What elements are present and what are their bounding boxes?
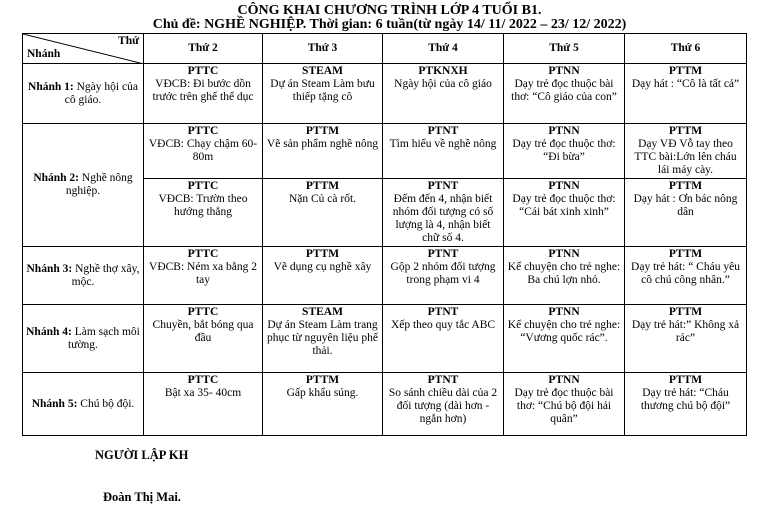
subject-label: PTNN <box>548 306 580 318</box>
subject-label: PTNN <box>548 125 580 137</box>
activity-cell <box>625 179 747 247</box>
activity-cell <box>263 305 383 373</box>
activity-cell <box>625 64 747 124</box>
activity-text: Dự án Steam Làm bưu thiếp tặng cô <box>270 78 375 103</box>
activity-text: Dạy trẻ đọc thuộc bài thơ: “Chú bộ đội hải quân” <box>514 387 614 425</box>
table-row <box>23 305 747 373</box>
subject-label: PTNT <box>427 374 459 386</box>
activity-cell <box>504 247 625 305</box>
subject-label: PTTM <box>668 374 703 386</box>
activity-text: Kể chuyện cho trẻ nghe: “Vương quốc rác”. <box>507 319 621 344</box>
activity-cell <box>383 305 504 373</box>
activity-cell <box>504 64 625 124</box>
subject-label: PTNN <box>548 65 580 77</box>
activity-text: Tìm hiểu về nghề nông <box>389 138 497 150</box>
corner-header <box>23 34 144 64</box>
branch-name: Ngày hội của cô giáo. <box>64 80 138 106</box>
activity-text: Đếm đến 4, nhận biết nhóm đối tượng có số lượng là 4, nhận biết chữ số 4. <box>392 193 494 244</box>
activity-cell <box>625 124 747 179</box>
subject-label: PTNT <box>427 248 459 260</box>
subject-label: PTTM <box>305 125 340 137</box>
activity-text: So sánh chiều dài của 2 đối tượng (dài hơn - ngắn hơn) <box>388 387 498 425</box>
activity-cell <box>144 64 263 124</box>
activity-text: Gộp 2 nhóm đối tượng trong phạm vi 4 <box>390 261 496 286</box>
subject-label: PTTM <box>305 180 340 192</box>
activity-cell <box>263 64 383 124</box>
activity-text: Gấp khẩu súng. <box>286 387 359 399</box>
activity-cell <box>144 179 263 247</box>
subject-label: PTTC <box>187 374 219 386</box>
branch-label: Nhánh 4: <box>26 325 72 338</box>
activity-cell <box>263 373 383 436</box>
day-header: Thứ 3 <box>263 34 383 64</box>
activity-cell <box>383 373 504 436</box>
branch-label: Nhánh 1: <box>28 80 74 93</box>
activity-cell <box>383 179 504 247</box>
subject-label: PTTC <box>187 125 219 137</box>
activity-text: Ngày hội của cô giáo <box>394 78 492 90</box>
activity-text: Dạy trẻ đọc thuộc bài thơ: “Cô giáo của con” <box>511 78 617 103</box>
activity-text: Dạy trẻ hát: “Cháu thương chú bộ đội” <box>640 387 731 412</box>
activity-cell <box>144 124 263 179</box>
corner-day-label: Thứ <box>118 35 139 47</box>
activity-text: Vẽ dụng cụ nghề xây <box>273 261 372 273</box>
activity-cell <box>263 247 383 305</box>
activity-text: Dạy trẻ đọc thuộc thơ: “Đi bừa” <box>512 138 616 163</box>
author-role: NGƯỜI LẬP KH <box>95 448 189 462</box>
document-title: CÔNG KHAI CHƯƠNG TRÌNH LỚP 4 TUỔI B1. <box>237 3 542 18</box>
day-header: Thứ 6 <box>625 34 747 64</box>
document-subtitle: Chủ đề: NGHỀ NGHIỆP. Thời gian: 6 tuần(từ ngày 14/ 11/ 2022 – 23/ 12/ 2022) <box>152 17 627 32</box>
subject-label: PTTC <box>187 248 219 260</box>
subject-label: PTTM <box>305 248 340 260</box>
activity-cell <box>383 247 504 305</box>
activity-cell <box>504 179 625 247</box>
author-name: Đoàn Thị Mai. <box>103 490 181 504</box>
activity-cell <box>144 373 263 436</box>
schedule-table <box>22 33 747 436</box>
activity-text: VĐCB: Ném xa bằng 2 tay <box>149 261 257 286</box>
activity-cell <box>504 305 625 373</box>
branch-cell <box>23 124 144 247</box>
activity-text: Dạy trẻ hát:” Không xả rác” <box>631 319 740 344</box>
subject-label: PTNN <box>548 180 580 192</box>
table-row <box>23 124 747 179</box>
branch-cell <box>23 373 144 436</box>
branch-name: Nghề nông nghiệp. <box>65 172 133 197</box>
subject-label: PTTM <box>668 248 703 260</box>
table-row <box>23 247 747 305</box>
branch-label: Nhánh 5: <box>31 397 78 410</box>
table-row <box>23 373 747 436</box>
subject-label: STEAM <box>302 306 343 318</box>
subject-label: STEAM <box>302 65 343 77</box>
activity-text: Kể chuyện cho trẻ nghe: Ba chú lợn nhỏ. <box>507 261 621 286</box>
activity-text: Bật xa 35- 40cm <box>164 387 242 399</box>
subject-label: PTNT <box>427 125 459 137</box>
subject-label: PTTM <box>305 374 340 386</box>
subject-label: PTTM <box>668 180 703 192</box>
branch-name: Nghề thợ xây, mộc. <box>71 262 140 288</box>
activity-cell <box>383 124 504 179</box>
subject-label: PTTC <box>187 306 219 318</box>
branch-name: Chú bộ đội. <box>80 397 135 410</box>
subject-label: PTTC <box>187 180 219 192</box>
activity-text: Vẽ sản phẩm nghề nông <box>266 138 379 150</box>
activity-text: VĐCB: Đi bước dồn trước trên ghế thể dục <box>152 78 254 103</box>
activity-text: Dự án Steam Làm trang phục từ nguyên liệu phế thải. <box>267 319 378 357</box>
activity-text: VĐCB: Chạy chậm 60-80m <box>148 138 258 163</box>
activity-text: Dạy VĐ Vỗ tay theo TTC bài:Lớn lên cháu lái máy cày. <box>634 138 737 176</box>
subject-label: PTNN <box>548 374 580 386</box>
activity-cell <box>383 64 504 124</box>
activity-cell <box>263 179 383 247</box>
subject-label: PTTM <box>668 306 703 318</box>
activity-text: Dạy trẻ hát: “ Cháu yêu cô chú công nhân.” <box>631 261 740 286</box>
branch-name: Làm sạch môi tường. <box>68 325 140 351</box>
table-row <box>23 64 747 124</box>
day-header: Thứ 4 <box>383 34 504 64</box>
subject-label: PTKNXH <box>418 65 468 77</box>
branch-cell <box>23 305 144 373</box>
branch-cell <box>23 247 144 305</box>
activity-cell <box>625 247 747 305</box>
day-header: Thứ 5 <box>504 34 625 64</box>
activity-text: Nặn Củ cà rốt. <box>288 193 357 205</box>
activity-text: Dạy hát : “Cô là tất cả” <box>631 78 740 90</box>
activity-cell <box>504 124 625 179</box>
branch-label: Nhánh 2: <box>33 172 80 184</box>
activity-cell <box>144 305 263 373</box>
corner-branch-label: Nhánh <box>27 48 61 60</box>
activity-cell <box>625 373 747 436</box>
activity-cell <box>144 247 263 305</box>
day-header: Thứ 2 <box>144 34 263 64</box>
activity-cell <box>263 124 383 179</box>
activity-cell <box>625 305 747 373</box>
activity-text: VĐCB: Trườn theo hướng thẳng <box>158 193 248 218</box>
subject-label: PTTM <box>668 65 703 77</box>
activity-text: Chuyền, bắt bóng qua đầu <box>152 319 254 344</box>
subject-label: PTNT <box>427 306 459 318</box>
activity-text: Dạy trẻ đọc thuộc thơ: “Cái bát xinh xinh” <box>512 193 616 218</box>
subject-label: PTTC <box>187 65 219 77</box>
branch-label: Nhánh 3: <box>26 262 73 275</box>
activity-cell <box>504 373 625 436</box>
subject-label: PTNN <box>548 248 580 260</box>
activity-text: Dạy hát : Ơn bác nông dân <box>633 193 738 218</box>
branch-cell <box>23 64 144 124</box>
subject-label: PTNT <box>427 180 459 192</box>
activity-text: Xếp theo quy tắc ABC <box>390 319 496 331</box>
subject-label: PTTM <box>668 125 703 137</box>
